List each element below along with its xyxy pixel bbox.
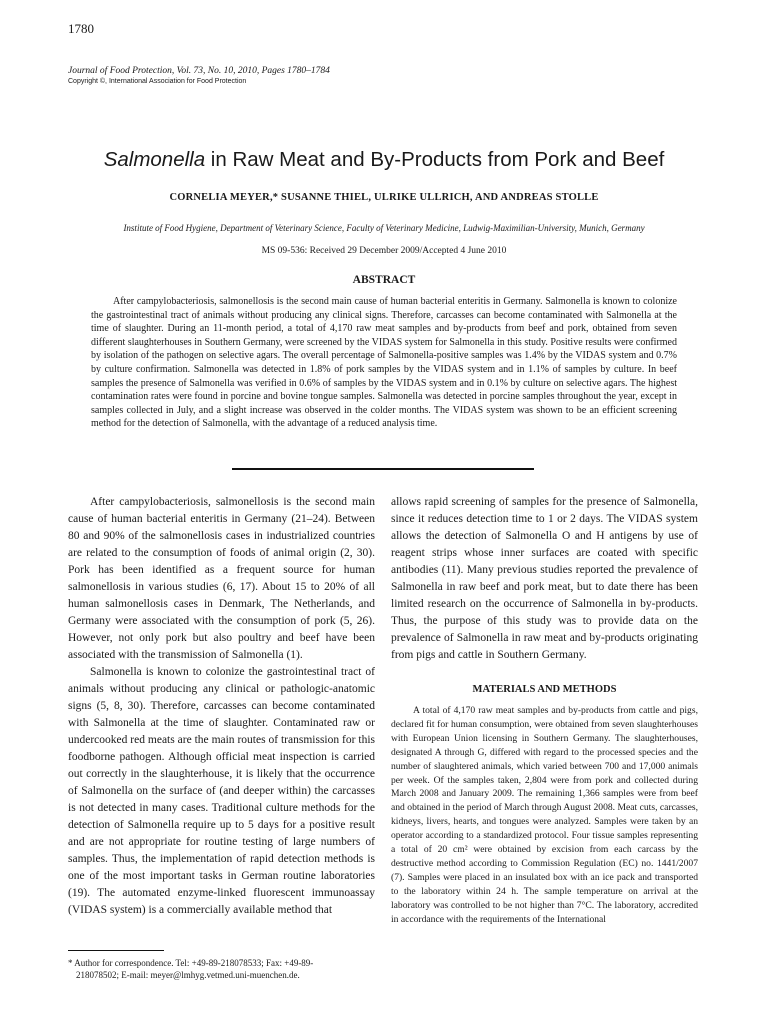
copyright-line: Copyright ©, International Association for Food Protection (68, 78, 247, 85)
methods-heading: MATERIALS AND METHODS (472, 684, 617, 695)
abstract (91, 295, 677, 431)
left-column (68, 494, 375, 919)
intro-paragraph-continued: allows rapid screening of samples for the presence of Salmonella, since it reduces detection time to 1 or 2 days. The VIDAS system allows the detection of Salmonella O and H antigens by use of reagent strips whose inner surfaces are coated with specific antibodies (11). Many previous studies reported the prevalence of Salmonella in raw beef and pork meat, but to date there has been limited research on the occurrence of Salmonella in by-products. Thus, the purpose of this study was to provide data on the prevalence of Salmonella in raw meat and by-products originating from pigs and cattle in Southern Germany. (391, 496, 698, 661)
page-number: 1780 (68, 21, 94, 36)
intro-paragraph-1: After campylobacteriosis, salmonellosis is the second main cause of human bacterial enteritis in Germany (21–24). Between 80 and 90% of the salmonellosis cases in industrialized countries are related to the consumption of foods of animal origin (2, 30). Pork has been identified as a frequent source for human salmonellosis in various studies (6, 17). About 15 to 20% of all human salmonellosis cases in Denmark, The Netherlands, and Germany were associated with the consumption of pork (5, 26). However, not only pork but also poultry and beef have been associated with the transmission of Salmonella (1). (68, 496, 375, 661)
author-list: CORNELIA MEYER,* SUSANNE THIEL, ULRIKE ULLRICH, AND ANDREAS STOLLE (169, 192, 599, 203)
title-rest: in Raw Meat and By-Products from Pork and Beef (205, 148, 665, 171)
article-title (0, 148, 768, 172)
section-divider (232, 468, 534, 470)
abstract-heading: ABSTRACT (352, 274, 416, 286)
intro-paragraph-2: Salmonella is known to colonize the gastrointestinal tract of animals without producing any clinical or pathologic-anatomic signs (5, 8, 30). Therefore, carcasses can become contaminated with Salmonella at the time of slaughter. Contaminated raw or undercooked red meats are the main routes of transmission for this foodborne pathogen. Although official meat inspection is carried out correctly in the slaughterhouse, it is likely that the occurrence of Salmonella on the surface of (and deeper within) the carcasses is not detected in many cases. Traditional culture methods for the detection of Salmonella require up to 5 days for a positive result and are not appropriate for routine testing of large numbers of samples. Thus, the implementation of rapid detection methods is one of the most important tasks in German routine laboratories (19). The automated enzyme-linked fluorescent immunoassay (VIDAS system) is a commercially available method that (68, 666, 375, 916)
introduction (68, 494, 375, 919)
abstract-text: After campylobacteriosis, salmonellosis is the second main cause of human bacterial enteritis in Germany. Salmonella is known to colonize the gastrointestinal tract of animals without producing any clinical signs. Therefore, carcasses can become contaminated with Salmonella at the time of slaughter. During an 11-month period, a total of 4,170 raw meat samples and by-products from beef and pork, obtained from seven different slaughterhouses in Southern Germany, were screened by the VIDAS system for Salmonella in this study. Positive results were confirmed by isolation of the pathogen on selective agars. The overall percentage of Salmonella-positive samples was 1.4% by the VIDAS system and 0.7% by culture confirmation. Salmonella was detected in 1.8% of pork samples by the VIDAS system and in 1.1% of samples by culture. In beef samples the presence of Salmonella was verified in 0.6% of samples by the VIDAS system and in 0.1% by culture on selective agars. The highest contamination rates were found in porcine and bovine tongue samples. Salmonella was detected in porcine samples throughout the year, except in samples collected in July, and a slight increase was observed in the colder months. The VIDAS system was shown to be an efficient screening method for the detection of Salmonella, with the advantage of a reduced analysis time. (91, 296, 677, 430)
manuscript-dates: MS 09-536: Received 29 December 2009/Accepted 4 June 2010 (261, 246, 507, 256)
methods-section (391, 704, 698, 927)
right-column (391, 494, 698, 927)
title-italic: Salmonella (103, 148, 206, 171)
journal-citation: Journal of Food Protection, Vol. 73, No. 10, 2010, Pages 1780–1784 (68, 66, 330, 76)
footnote-line-2: 218078502; E-mail: meyer@lmhyg.vetmed.uni-muenchen.de. (76, 970, 300, 980)
footnote-divider (68, 950, 164, 951)
correspondence-footnote (68, 957, 375, 981)
introduction-continued (391, 494, 698, 664)
affiliation: Institute of Food Hygiene, Department of Veterinary Science, Faculty of Veterinary Medicine, Ludwig-Maximilian-University, Munich, Germany (123, 223, 645, 233)
methods-paragraph: A total of 4,170 raw meat samples and by-products from cattle and pigs, declared fit for human consumption, were obtained from seven slaughterhouses with European Union licensing in Southern Germany. The slaughterhouses, designated A through G, differed with regard to the processed species and the number of slaughtered animals, which varied between 700 and 17,000 animals per week. Of the samples taken, 2,804 were from pork and collected during March 2008 and January 2009. The remaining 1,366 samples were from beef and obtained in the period of March through August 2008. Meat cuts, carcasses, kidneys, livers, hearts, and tongues were analyzed. Samples were taken by an operator according to a standardized protocol. Four tissue samples representing a total of 20 cm² were obtained by excision from each carcass by the destructive method according to Commission Regulation (EC) no. 1441/2007 (7). Samples were placed in an insulated box with an ice pack and transported to the laboratory within 24 h. The sample temperature on arrival at the laboratory was controlled to be not higher than 7°C. The laboratory, accredited in accordance with the requirements of the International (391, 705, 698, 925)
footnote-line-1: * Author for correspondence. Tel: +49-89-218078533; Fax: +49-89- (68, 958, 314, 968)
